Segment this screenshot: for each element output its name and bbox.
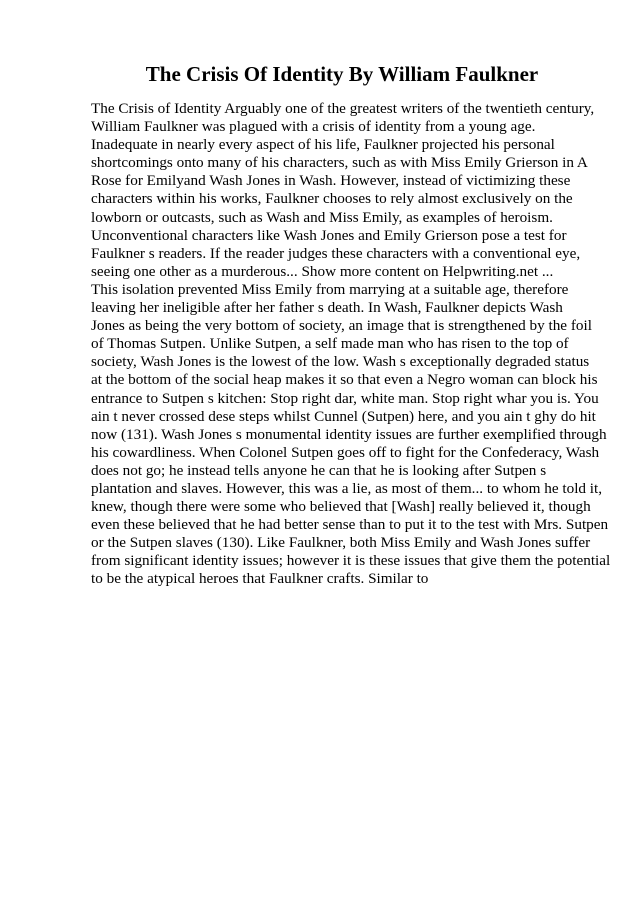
text-line: his cowardliness. When Colonel Sutpen goes off to fight for the Confederacy, Wash [91, 443, 600, 461]
text-line: of Thomas Sutpen. Unlike Sutpen, a self made man who has risen to the top of [91, 335, 569, 353]
text-line: This isolation prevented Miss Emily from marrying at a suitable age, therefore [91, 280, 569, 298]
text-line: Jones as being the very bottom of society, an image that is strengthened by the foil [91, 317, 592, 335]
text-line: Faulkner s readers. If the reader judges these characters with a conventional eye, [91, 244, 581, 262]
page-title: The Crisis Of Identity By William Faulkner [145, 62, 539, 86]
text-line: William Faulkner was plagued with a crisis of identity from a young age. [91, 118, 536, 136]
text-line: characters within his works, Faulkner chooses to rely almost exclusively on the [91, 190, 573, 208]
text-line: to be the atypical heroes that Faulkner crafts. Similar to [91, 570, 429, 588]
text-line: Rose for Emilyand Wash Jones in Wash. However, instead of victimizing these [91, 172, 571, 190]
text-line: leaving her ineligible after her father s death. In Wash, Faulkner depicts Wash [91, 299, 563, 317]
text-line: or the Sutpen slaves (130). Like Faulkner, both Miss Emily and Wash Jones suffer [91, 534, 591, 552]
text-line: does not go; he instead tells anyone he can that he is looking after Sutpen s [91, 461, 547, 479]
text-line: shortcomings onto many of his characters, such as with Miss Emily Grierson in A [91, 154, 588, 172]
text-line: lowborn or outcasts, such as Wash and Miss Emily, as examples of heroism. [91, 208, 553, 226]
text-line: Unconventional characters like Wash Jones and Emily Grierson pose a test for [91, 226, 567, 244]
text-line: entrance to Sutpen s kitchen: Stop right dar, white man. Stop right whar you is. You [91, 389, 599, 407]
text-line: seeing one other as a murderous... Show more content on Helpwriting.net ... [91, 262, 554, 280]
text-line: ain t never crossed dese steps whilst Cunnel (Sutpen) here, and you ain t ghy do hit [91, 407, 596, 425]
text-line: even these believed that he had better sense than to put it to the test with Mrs. Sutpen [91, 516, 609, 534]
body-text [91, 100, 611, 589]
text-line: now (131). Wash Jones s monumental identity issues are further exemplified through [91, 425, 607, 443]
text-line: at the bottom of the social heap makes it so that even a Negro woman can block his [91, 371, 598, 389]
text-line: plantation and slaves. However, this was a lie, as most of them... to whom he told it, [91, 479, 603, 497]
text-line: society, Wash Jones is the lowest of the low. Wash s exceptionally degraded status [91, 353, 590, 371]
text-line: The Crisis of Identity Arguably one of the greatest writers of the twentieth century, [91, 100, 595, 117]
text-line: knew, though there were some who believed that [Wash] really believed it, though [91, 498, 591, 516]
text-line: from significant identity issues; however it is these issues that give them the potential [91, 552, 611, 570]
text-line: Inadequate in nearly every aspect of his life, Faulkner projected his personal [91, 136, 555, 154]
